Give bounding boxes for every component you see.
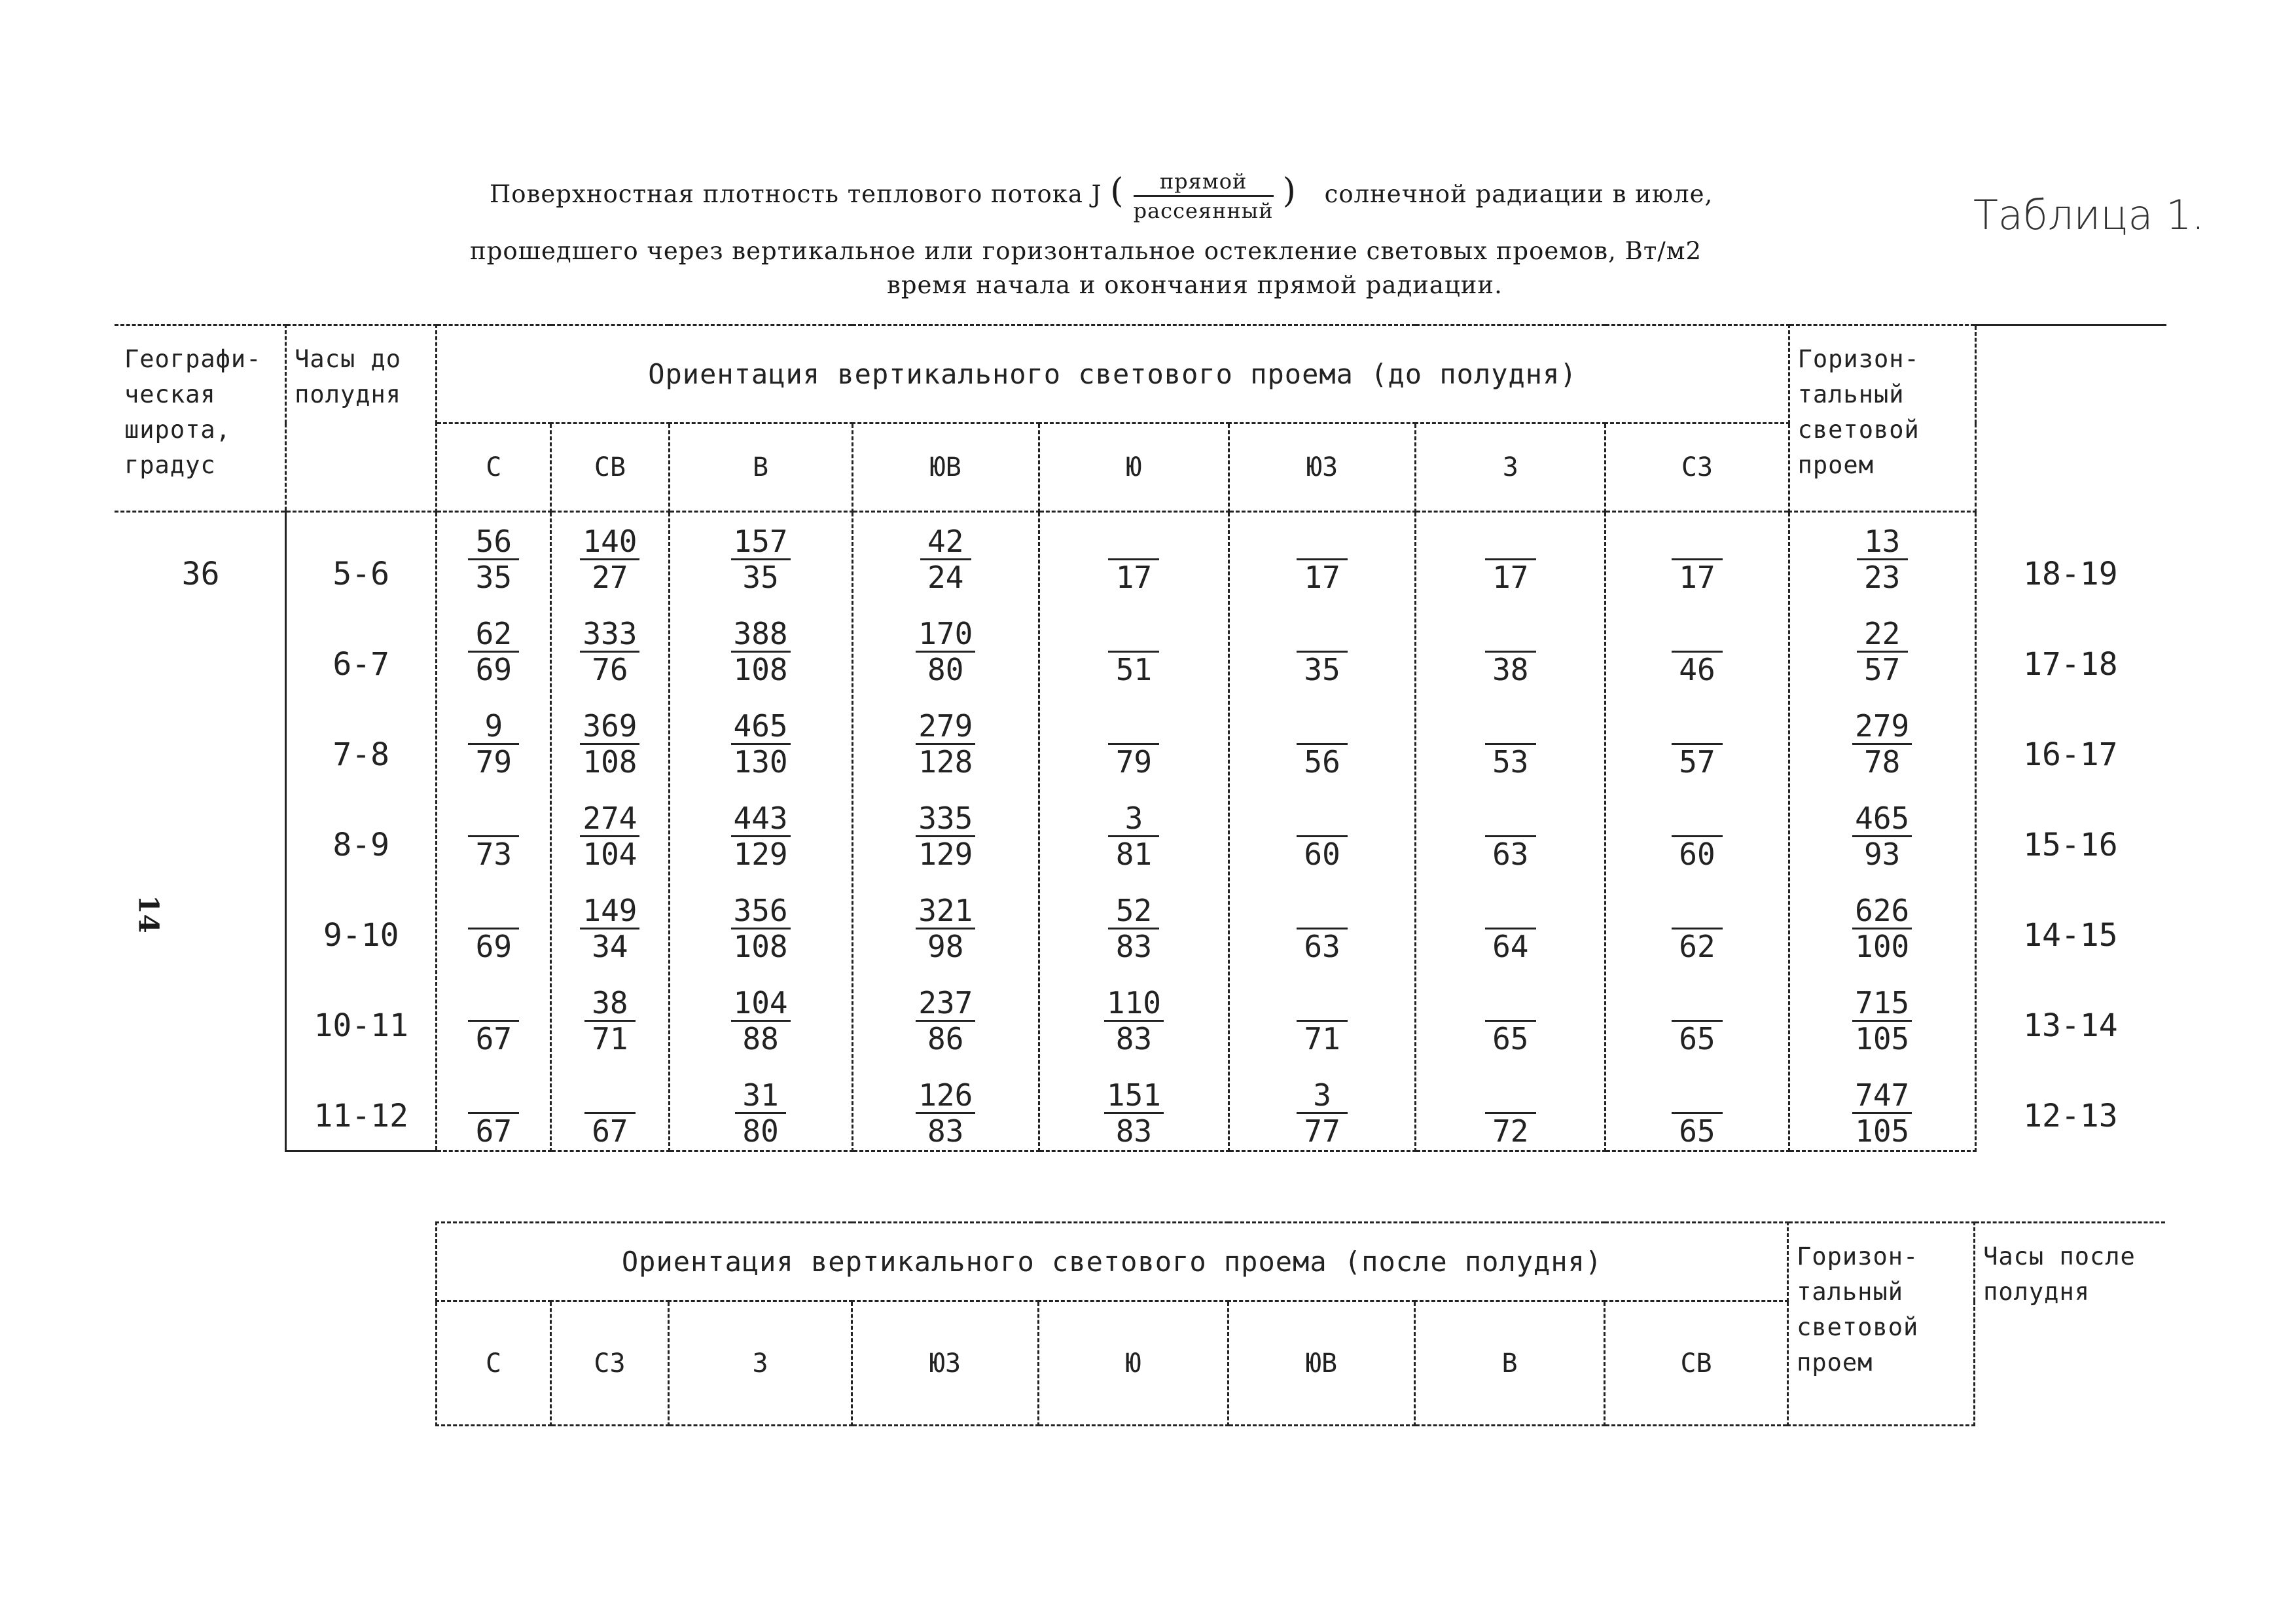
diffuse-value: 38 (1492, 652, 1529, 687)
dir-after-c: С (437, 1301, 551, 1426)
hour-range: 7-8 (332, 736, 390, 773)
direct-value: 126 (916, 1078, 975, 1114)
flux-value (731, 617, 791, 687)
flux-value (916, 986, 975, 1056)
col-v (669, 512, 852, 1151)
dir-header-v: В (669, 424, 852, 512)
direct-value (1297, 524, 1348, 560)
diffuse-value: 67 (475, 1113, 512, 1149)
flux-value (1297, 986, 1348, 1056)
flux-value (584, 986, 636, 1056)
dir-header-sz: СЗ (1605, 424, 1789, 512)
direct-value (584, 1078, 636, 1114)
direct-value: 388 (731, 617, 791, 653)
flux-value (1297, 617, 1348, 687)
diffuse-value: 80 (742, 1113, 779, 1149)
direct-value (1108, 524, 1159, 560)
flux-value (1672, 801, 1723, 871)
hours-after-list (1977, 524, 2164, 1150)
flux-value (468, 1078, 519, 1148)
flux-value (1485, 709, 1536, 779)
flux-value (1108, 617, 1159, 687)
dir-after-sz: СЗ (551, 1301, 669, 1426)
direct-value: 356 (731, 893, 791, 929)
flux-value (1297, 524, 1348, 594)
latitude-cell (116, 512, 286, 1151)
dir-header-yuv: ЮВ (852, 424, 1039, 512)
dir-after-yuz: ЮЗ (852, 1301, 1039, 1426)
flux-value (1297, 893, 1348, 964)
diffuse-value: 108 (733, 929, 788, 964)
direct-value: 149 (580, 893, 639, 929)
flux-value (920, 524, 971, 594)
heading-text-2: солнечной радиации в июле, (1324, 180, 1713, 208)
direct-value (1485, 617, 1536, 653)
diffuse-value: 100 (1855, 929, 1910, 964)
direct-value: 151 (1104, 1078, 1164, 1114)
direct-value: 465 (1852, 801, 1912, 837)
flux-value (731, 893, 791, 964)
heading-line-1: Поверхностная плотность теплового потока J ( $\frac{\text{прямой}}{\text{рассеянный}}$ ) солнечной радиации в июле, (490, 169, 1713, 223)
direct-value (1485, 709, 1536, 745)
direct-value: 369 (580, 709, 639, 745)
diffuse-value: 35 (742, 560, 779, 595)
diffuse-value: 17 (1492, 560, 1529, 595)
diffuse-value: 57 (1863, 652, 1901, 687)
flux-value (1297, 709, 1348, 779)
diffuse-value: 17 (1115, 560, 1153, 595)
direct-value (1297, 893, 1348, 929)
flux-value (1108, 893, 1159, 964)
dir-after-yuv: ЮВ (1229, 1301, 1415, 1426)
flux-value (1857, 524, 1908, 594)
diffuse-value: 108 (583, 744, 637, 780)
flux-value (731, 801, 791, 871)
col-yu (1039, 512, 1229, 1151)
hour-range: 6-7 (332, 646, 390, 683)
flux-value (916, 617, 975, 687)
hour-range-after: 14-15 (2023, 917, 2118, 954)
flux-value (468, 893, 519, 964)
direct-value (468, 801, 519, 837)
header-hours-after-noon: Часы после полудня (1975, 1223, 2164, 1426)
diffuse-value: 57 (1679, 744, 1715, 780)
col-c (437, 512, 551, 1151)
flux-value (1485, 524, 1536, 594)
header-orientation-before-noon: Ориентация вертикального светового проема (до полудня) (437, 325, 1789, 424)
direct-value (1485, 1078, 1536, 1114)
direct-value: 715 (1852, 986, 1912, 1022)
direct-value (468, 1078, 519, 1114)
diffuse-value: 53 (1492, 744, 1529, 780)
direct-value: 335 (916, 801, 975, 837)
diffuse-value: 35 (475, 560, 512, 595)
flux-value (1852, 893, 1912, 964)
diffuse-value: 86 (927, 1021, 964, 1056)
direct-value: 52 (1108, 893, 1159, 929)
diffuse-value: 69 (475, 652, 512, 687)
flux-value (1852, 1078, 1912, 1148)
diffuse-value: 71 (592, 1021, 628, 1056)
direct-value: 56 (468, 524, 519, 560)
flux-value (580, 709, 639, 779)
flux-value (916, 801, 975, 871)
direct-value: 274 (580, 801, 639, 837)
fraction-denominator: рассеянный (1133, 198, 1274, 223)
header-hours-before-noon: Часы до полудня (286, 325, 437, 512)
latitude-value: 36 (181, 556, 220, 592)
direct-value (1672, 986, 1723, 1022)
diffuse-value: 69 (475, 929, 512, 964)
dir-after-v: В (1415, 1301, 1605, 1426)
diffuse-value: 78 (1863, 744, 1901, 780)
direct-value (1672, 524, 1723, 560)
direct-value (1485, 986, 1536, 1022)
flux-value (468, 709, 519, 779)
flux-value (1672, 709, 1723, 779)
direct-value (1297, 617, 1348, 653)
table-after-noon (435, 1221, 2165, 1426)
hour-range-after: 18-19 (2023, 556, 2118, 592)
direct-value: 465 (731, 709, 791, 745)
flux-value (1672, 1078, 1723, 1148)
direct-value: 3 (1297, 1078, 1348, 1114)
flux-value (580, 617, 639, 687)
diffuse-value: 35 (1304, 652, 1340, 687)
flux-value (1485, 893, 1536, 964)
diffuse-value: 63 (1492, 837, 1529, 872)
flux-value (1857, 617, 1908, 687)
col-horizontal (1789, 512, 1975, 1151)
direct-value (1108, 617, 1159, 653)
diffuse-value: 65 (1492, 1021, 1529, 1056)
direct-value (468, 986, 519, 1022)
flux-value (468, 801, 519, 871)
dir-after-sv: СВ (1605, 1301, 1788, 1426)
diffuse-value: 93 (1863, 837, 1901, 872)
hours-list (287, 524, 435, 1150)
direct-value: 279 (916, 709, 975, 745)
direct-value: 626 (1852, 893, 1912, 929)
flux-value (916, 893, 975, 964)
direct-value: 110 (1104, 986, 1164, 1022)
flux-value (731, 986, 791, 1056)
diffuse-value: 65 (1679, 1113, 1715, 1149)
diffuse-value: 24 (927, 560, 964, 595)
direct-value (1485, 801, 1536, 837)
dir-header-yu: Ю (1039, 424, 1229, 512)
flux-value (1672, 524, 1723, 594)
diffuse-value: 73 (475, 837, 512, 872)
flux-value (1108, 709, 1159, 779)
flux-value (1297, 1078, 1348, 1148)
flux-value (731, 524, 791, 594)
table-label: Таблица 1. (1973, 191, 2205, 239)
diffuse-value: 51 (1115, 652, 1153, 687)
diffuse-value: 72 (1492, 1113, 1529, 1149)
direct-value (1672, 801, 1723, 837)
diffuse-value: 83 (1115, 1021, 1153, 1056)
diffuse-value: 27 (592, 560, 628, 595)
flux-value (1485, 1078, 1536, 1148)
direct-value: 170 (916, 617, 975, 653)
direct-value: 747 (1852, 1078, 1912, 1114)
diffuse-value: 64 (1492, 929, 1529, 964)
page-number: 14 (132, 895, 165, 933)
flux-value (1672, 986, 1723, 1056)
direct-value: 321 (916, 893, 975, 929)
dir-header-yuz: ЮЗ (1229, 424, 1416, 512)
flux-value (916, 1078, 975, 1148)
diffuse-value: 79 (475, 744, 512, 780)
flux-value (1852, 709, 1912, 779)
col-z (1416, 512, 1605, 1151)
diffuse-value: 105 (1855, 1113, 1910, 1149)
heading-line-2: прошедшего через вертикальное или горизонтальное остекление световых проемов, Вт/м2 (470, 237, 1702, 265)
diffuse-value: 17 (1679, 560, 1715, 595)
hour-range-after: 16-17 (2023, 736, 2118, 773)
direct-value (1672, 617, 1723, 653)
diffuse-value: 88 (742, 1021, 779, 1056)
dir-after-yu: Ю (1039, 1301, 1229, 1426)
diffuse-value: 34 (592, 929, 628, 964)
diffuse-value: 128 (918, 744, 973, 780)
heading-text-1: Поверхностная плотность теплового потока J (490, 180, 1102, 208)
diffuse-value: 98 (927, 929, 964, 964)
col-yuz (1229, 512, 1416, 1151)
flux-value (584, 1078, 636, 1148)
direct-value (1297, 801, 1348, 837)
hour-range: 10-11 (314, 1007, 408, 1044)
dir-header-c: С (437, 424, 551, 512)
direct-value (468, 893, 519, 929)
direct-value: 157 (731, 524, 791, 560)
header-horizontal-opening: Горизон-тальный световой проем (1789, 325, 1975, 512)
diffuse-value: 104 (583, 837, 637, 872)
diffuse-value: 62 (1679, 929, 1715, 964)
dir-after-z: З (669, 1301, 852, 1426)
direct-value (1297, 986, 1348, 1022)
flux-value (1852, 986, 1912, 1056)
diffuse-value: 17 (1304, 560, 1340, 595)
flux-value (1108, 801, 1159, 871)
flux-value (468, 986, 519, 1056)
flux-value (1485, 986, 1536, 1056)
direct-value: 22 (1857, 617, 1908, 653)
hour-range: 5-6 (332, 556, 390, 592)
dir-header-z: З (1416, 424, 1605, 512)
diffuse-value: 105 (1855, 1021, 1910, 1056)
hour-range-after: 13-14 (2023, 1007, 2118, 1044)
direct-value (1108, 709, 1159, 745)
table-before-noon (115, 324, 2166, 1152)
flux-value (1485, 801, 1536, 871)
diffuse-value: 46 (1679, 652, 1715, 687)
diffuse-value: 60 (1679, 837, 1715, 872)
flux-value (468, 524, 519, 594)
fraction-numerator: прямой (1134, 169, 1274, 197)
diffuse-value: 129 (733, 837, 788, 872)
diffuse-value: 77 (1304, 1113, 1340, 1149)
diffuse-value: 76 (592, 652, 628, 687)
heading-line-3: время начала и окончания прямой радиации. (887, 271, 1503, 299)
diffuse-value: 80 (927, 652, 964, 687)
diffuse-value: 83 (1115, 1113, 1153, 1149)
hour-range-after: 15-16 (2023, 827, 2118, 863)
flux-value (1485, 617, 1536, 687)
flux-value (1672, 617, 1723, 687)
flux-value (1852, 801, 1912, 871)
flux-value (916, 709, 975, 779)
hour-range: 8-9 (332, 827, 390, 863)
direct-value (1297, 709, 1348, 745)
dir-header-sv: СВ (551, 424, 669, 512)
direct-value: 104 (731, 986, 791, 1022)
direct-value: 38 (584, 986, 636, 1022)
hour-range: 9-10 (323, 917, 399, 954)
direct-value (1485, 524, 1536, 560)
flux-value (1672, 893, 1723, 964)
direct-value (1672, 1078, 1723, 1114)
col-sv (551, 512, 669, 1151)
diffuse-value: 129 (918, 837, 973, 872)
diffuse-value: 130 (733, 744, 788, 780)
col-yuv (852, 512, 1039, 1151)
direct-value: 31 (735, 1078, 786, 1114)
flux-value (1108, 524, 1159, 594)
hour-range-after: 17-18 (2023, 646, 2118, 683)
flux-value (1297, 801, 1348, 871)
diffuse-value: 108 (733, 652, 788, 687)
hour-range: 11-12 (314, 1098, 408, 1134)
flux-value (468, 617, 519, 687)
hours-cell (286, 512, 437, 1151)
flux-value (1104, 1078, 1164, 1148)
header-latitude: Географи-ческая широта, градус (116, 325, 286, 512)
direct-value: 9 (468, 709, 519, 745)
flux-value (735, 1078, 786, 1148)
flux-value (580, 801, 639, 871)
diffuse-value: 63 (1304, 929, 1340, 964)
direct-value: 443 (731, 801, 791, 837)
header-orientation-after-noon: Ориентация вертикального светового проема (после полудня) (437, 1223, 1788, 1301)
direct-value (1672, 893, 1723, 929)
direct-value (1485, 893, 1536, 929)
flux-value (580, 893, 639, 964)
diffuse-value: 67 (592, 1113, 628, 1149)
direct-value: 42 (920, 524, 971, 560)
direct-value: 237 (916, 986, 975, 1022)
diffuse-value: 79 (1115, 744, 1153, 780)
header-horizontal-opening-after: Горизон-тальный световой проем (1788, 1223, 1975, 1426)
direct-value (1672, 709, 1723, 745)
direct-value: 140 (580, 524, 639, 560)
flux-value (580, 524, 639, 594)
col-sz (1605, 512, 1789, 1151)
header-blank (1975, 325, 2165, 512)
diffuse-value: 65 (1679, 1021, 1715, 1056)
direct-value: 13 (1857, 524, 1908, 560)
flux-value (731, 709, 791, 779)
direct-value: 279 (1852, 709, 1912, 745)
diffuse-value: 67 (475, 1021, 512, 1056)
diffuse-value: 23 (1863, 560, 1901, 595)
diffuse-value: 71 (1304, 1021, 1340, 1056)
flux-value (1104, 986, 1164, 1056)
diffuse-value: 83 (927, 1113, 964, 1149)
direct-value: 3 (1108, 801, 1159, 837)
diffuse-value: 56 (1304, 744, 1340, 780)
hours-after-cell (1975, 512, 2165, 1151)
diffuse-value: 83 (1115, 929, 1153, 964)
diffuse-value: 81 (1115, 837, 1153, 872)
diffuse-value: 60 (1304, 837, 1340, 872)
direct-value: 62 (468, 617, 519, 653)
hour-range-after: 12-13 (2023, 1098, 2118, 1134)
direct-value: 333 (580, 617, 639, 653)
direct-diffuse-fraction (1134, 169, 1274, 223)
